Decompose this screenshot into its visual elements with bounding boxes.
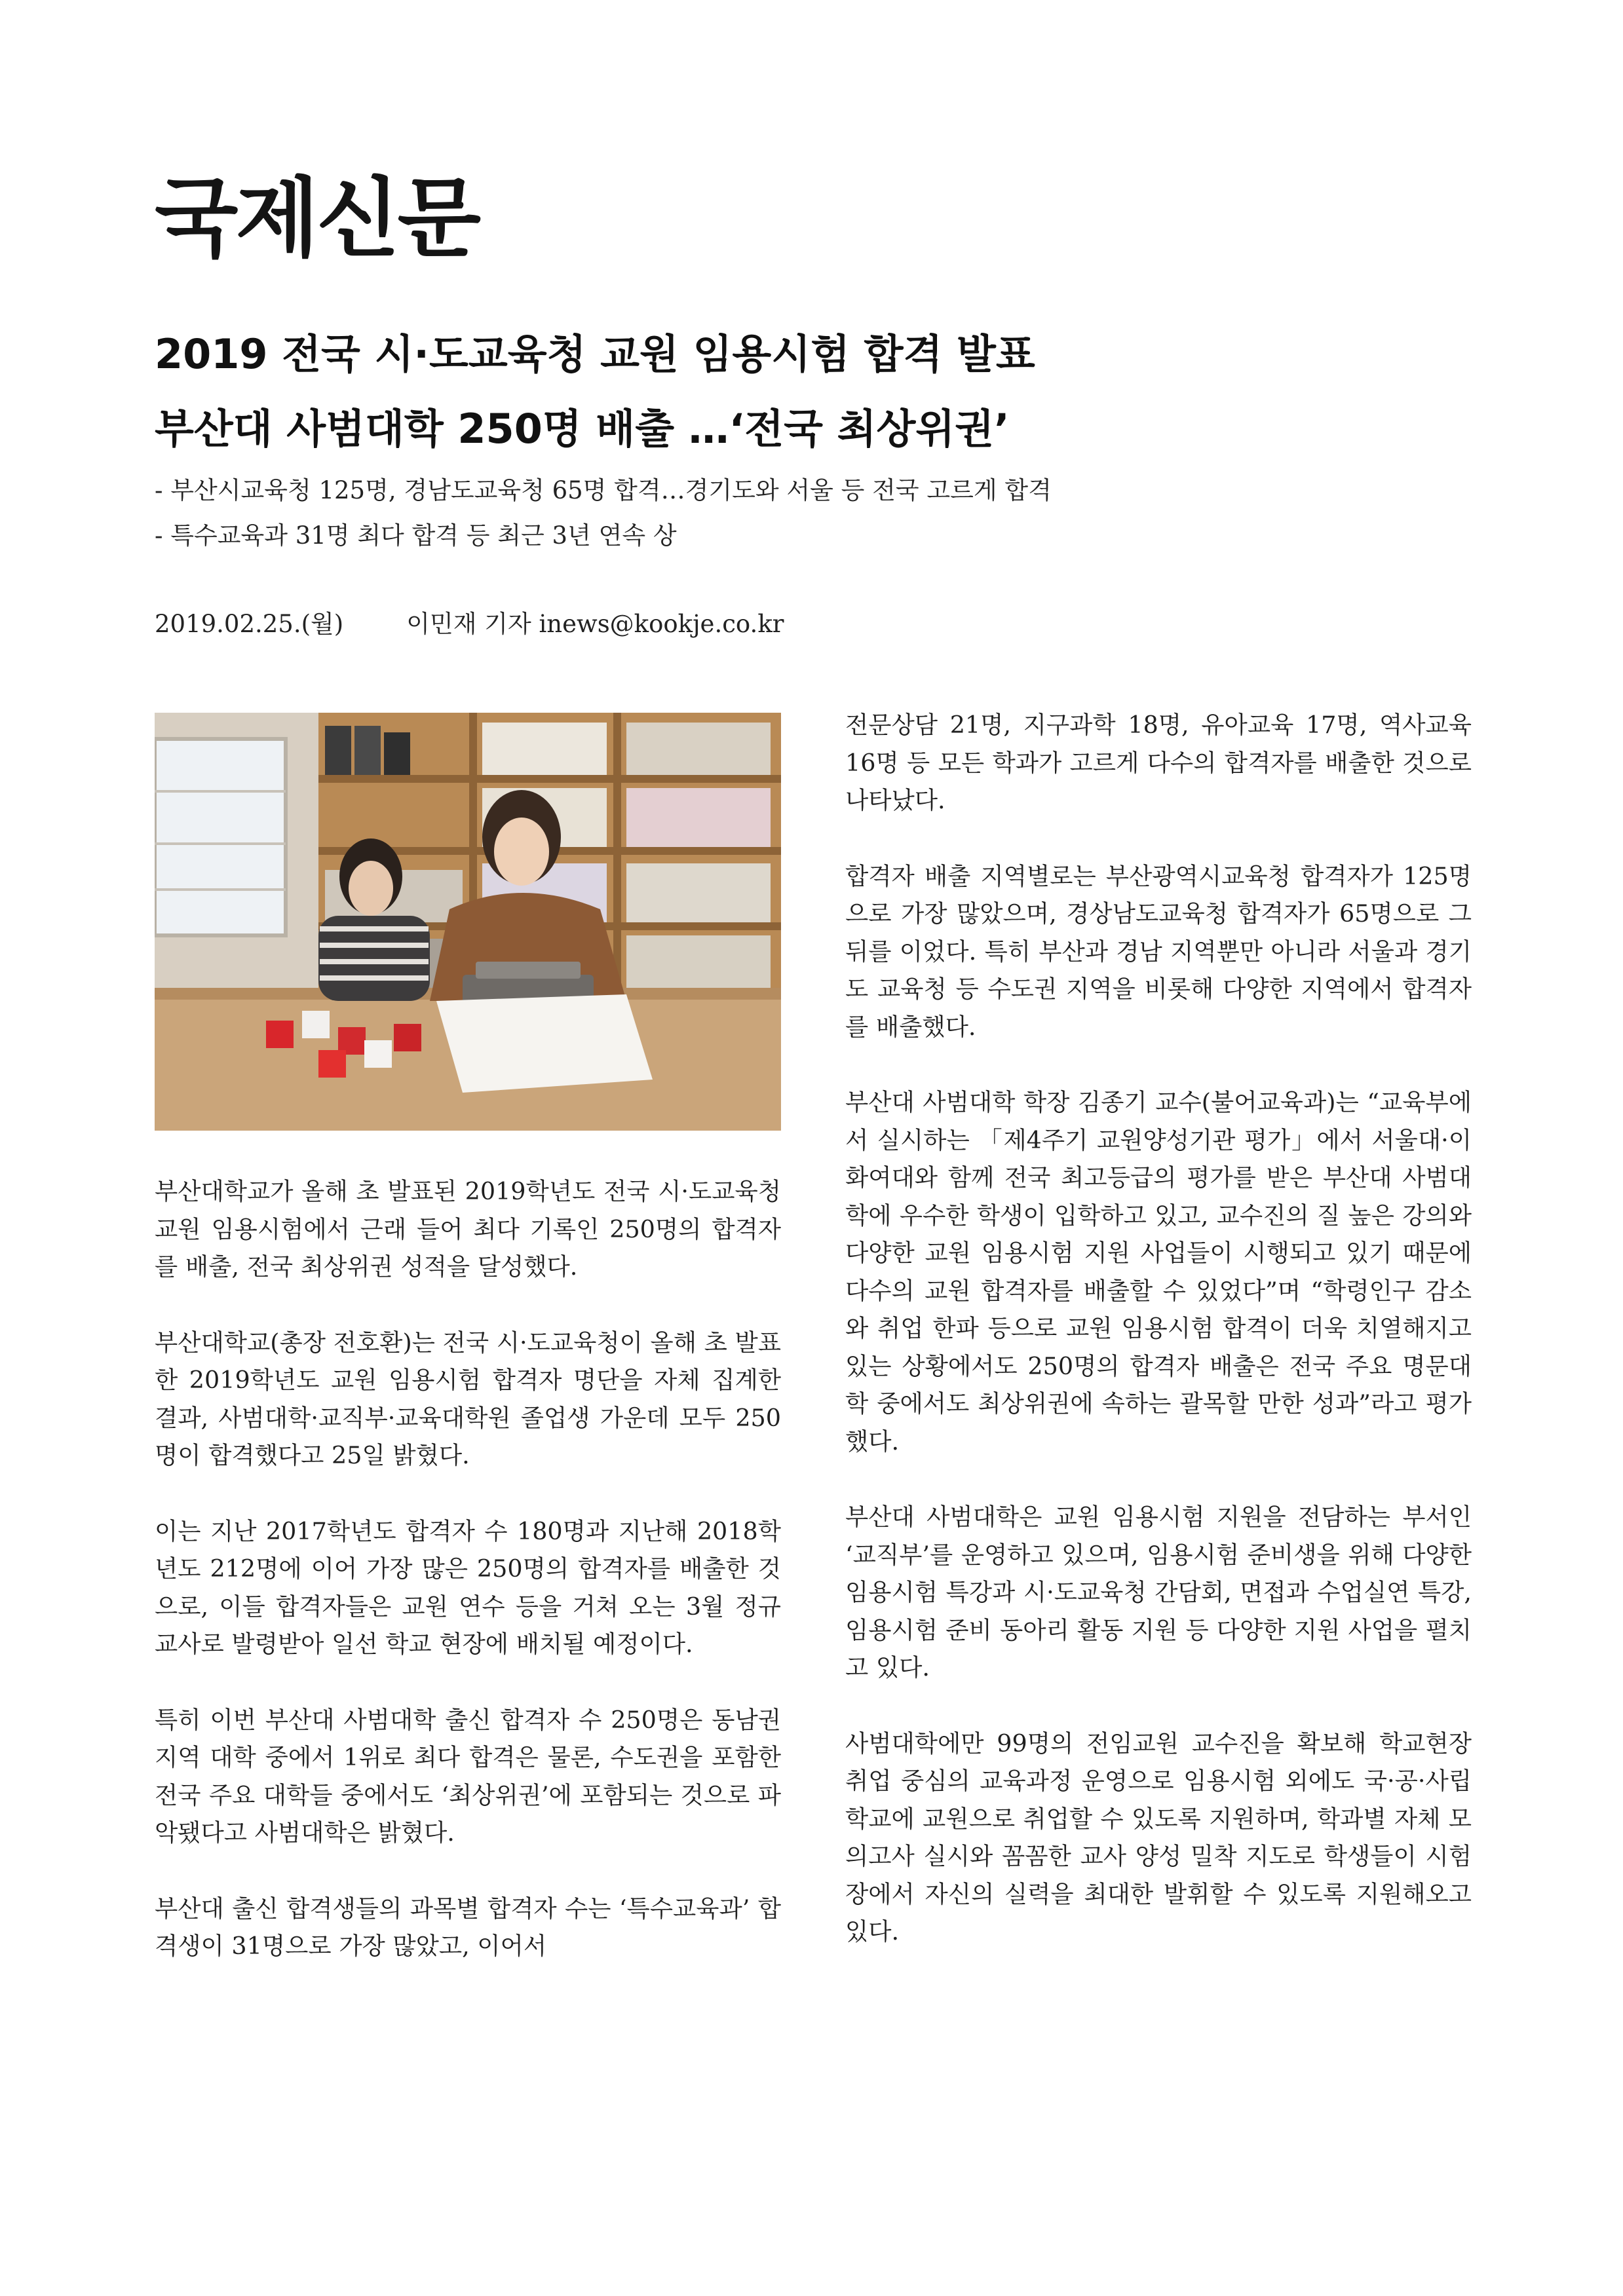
paragraph: 전문상담 21명, 지구과학 18명, 유아교육 17명, 역사교육 16명 등 모든 학과가 고르게 다수의 합격자를 배출한 것으로 나타났다.: [845, 711, 1472, 814]
dateline: [155, 612, 784, 636]
subhead-2: - 특수교육과 31명 최다 합격 등 최근 3년 연속 상: [155, 521, 677, 550]
right-column: [845, 706, 1472, 1989]
reporter-byline: 이민재 기자 inews@kookje.co.kr: [406, 610, 784, 638]
left-column: [155, 1173, 781, 2003]
paragraph: 부산대학교가 올해 초 발표된 2019학년도 전국 시·도교육청 교원 임용시험에서 근래 들어 최다 기록인 250명의 합격자를 배출, 전국 최상위권 성적을 달성했다.: [155, 1177, 781, 1281]
publish-date: 2019.02.25.(월): [155, 610, 344, 638]
paragraph: 이는 지난 2017학년도 합격자 수 180명과 지난해 2018학년도 212명에 이어 가장 많은 250명의 합격자를 배출한 것으로, 이들 합격자들은 교원 연수 등을 거쳐 오는 3월 정규 교사로 발령받아 일선 학교 현장에 배치될 예정이다.: [155, 1516, 781, 1658]
headline-line-2: 부산대 사범대학 250명 배출 …‘전국 최상위권’: [155, 405, 1010, 453]
paragraph: 합격자 배출 지역별로는 부산광역시교육청 합격자가 125명으로 가장 많았으며, 경상남도교육청 합격자가 65명으로 그 뒤를 이었다. 특히 부산과 경남 지역뿐만 아니라 서울과 경기도 교육청 등 수도권 지역을 비롯해 다양한 지역에서 합격자를 배출했다.: [845, 861, 1472, 1041]
masthead: 국제신문: [155, 168, 479, 269]
paragraph: 부산대학교(총장 전호환)는 전국 시·도교육청이 올해 초 발표한 2019학년도 교원 임용시험 합격자 명단을 자체 집계한 결과, 사범대학·교직부·교육대학원 졸업생 가운데 모두 250명이 합격했다고 25일 밝혔다.: [155, 1328, 781, 1469]
paragraph: 부산대 사범대학 학장 김종기 교수(불어교육과)는 “교육부에서 실시하는 「제4주기 교원양성기관 평가」에서 서울대·이화여대와 함께 전국 최고등급의 평가를 받은 부산대 사범대학에 우수한 학생이 입학하고 있고, 교수진의 질 높은 강의와 다양한 교원 임용시험 지원 사업들이 시행되고 있기 때문에 다수의 교원 합격자를 배출할 수 있었다”며 “학령인구 감소와 취업 한파 등으로 교원 임용시험 합격이 더욱 치열해지고 있는 상황에서도 250명의 합격자 배출은 전국 주요 명문대학 중에서도 최상위권에 속하는 괄목할 만한 성과”라고 평가했다.: [845, 1088, 1472, 1456]
article-photo: [155, 713, 781, 1131]
paragraph: 부산대 출신 합격생들의 과목별 합격자 수는 ‘특수교육과’ 합격생이 31명으로 가장 많았고, 이어서: [155, 1894, 781, 1960]
paragraph: 부산대 사범대학은 교원 임용시험 지원을 전담하는 부서인 ‘교직부’를 운영하고 있으며, 임용시험 준비생을 위해 다양한 임용시험 특강과 시·도교육청 간담회, 면접과 수업실연 특강, 임용시험 준비 동아리 활동 지원 등 다양한 지원 사업을 펼치고 있다.: [845, 1503, 1472, 1682]
headline-line-1: 2019 전국 시·도교육청 교원 임용시험 합격 발표: [155, 330, 1035, 378]
photo-students-studying: [155, 713, 781, 1131]
paragraph: 특히 이번 부산대 사범대학 출신 합격자 수 250명은 동남권 지역 대학 중에서 1위로 최다 합격은 물론, 수도권을 포함한 전국 주요 대학들 중에서도 ‘최상위권’에 포함되는 것으로 파악됐다고 사범대학은 밝혔다.: [155, 1705, 781, 1847]
paragraph: 사범대학에만 99명의 전임교원 교수진을 확보해 학교현장 취업 중심의 교육과정 운영으로 임용시험 외에도 국·공·사립학교에 교원으로 취업할 수 있도록 지원하며, 학과별 자체 모의고사 실시와 꼼꼼한 교사 양성 밀착 지도로 학생들이 시험장에서 자신의 실력을 최대한 발휘할 수 있도록 지원해오고 있다.: [845, 1729, 1472, 1946]
subhead-1: - 부산시교육청 125명, 경남도교육청 65명 합격…경기도와 서울 등 전국 고르게 합격: [155, 476, 1052, 504]
